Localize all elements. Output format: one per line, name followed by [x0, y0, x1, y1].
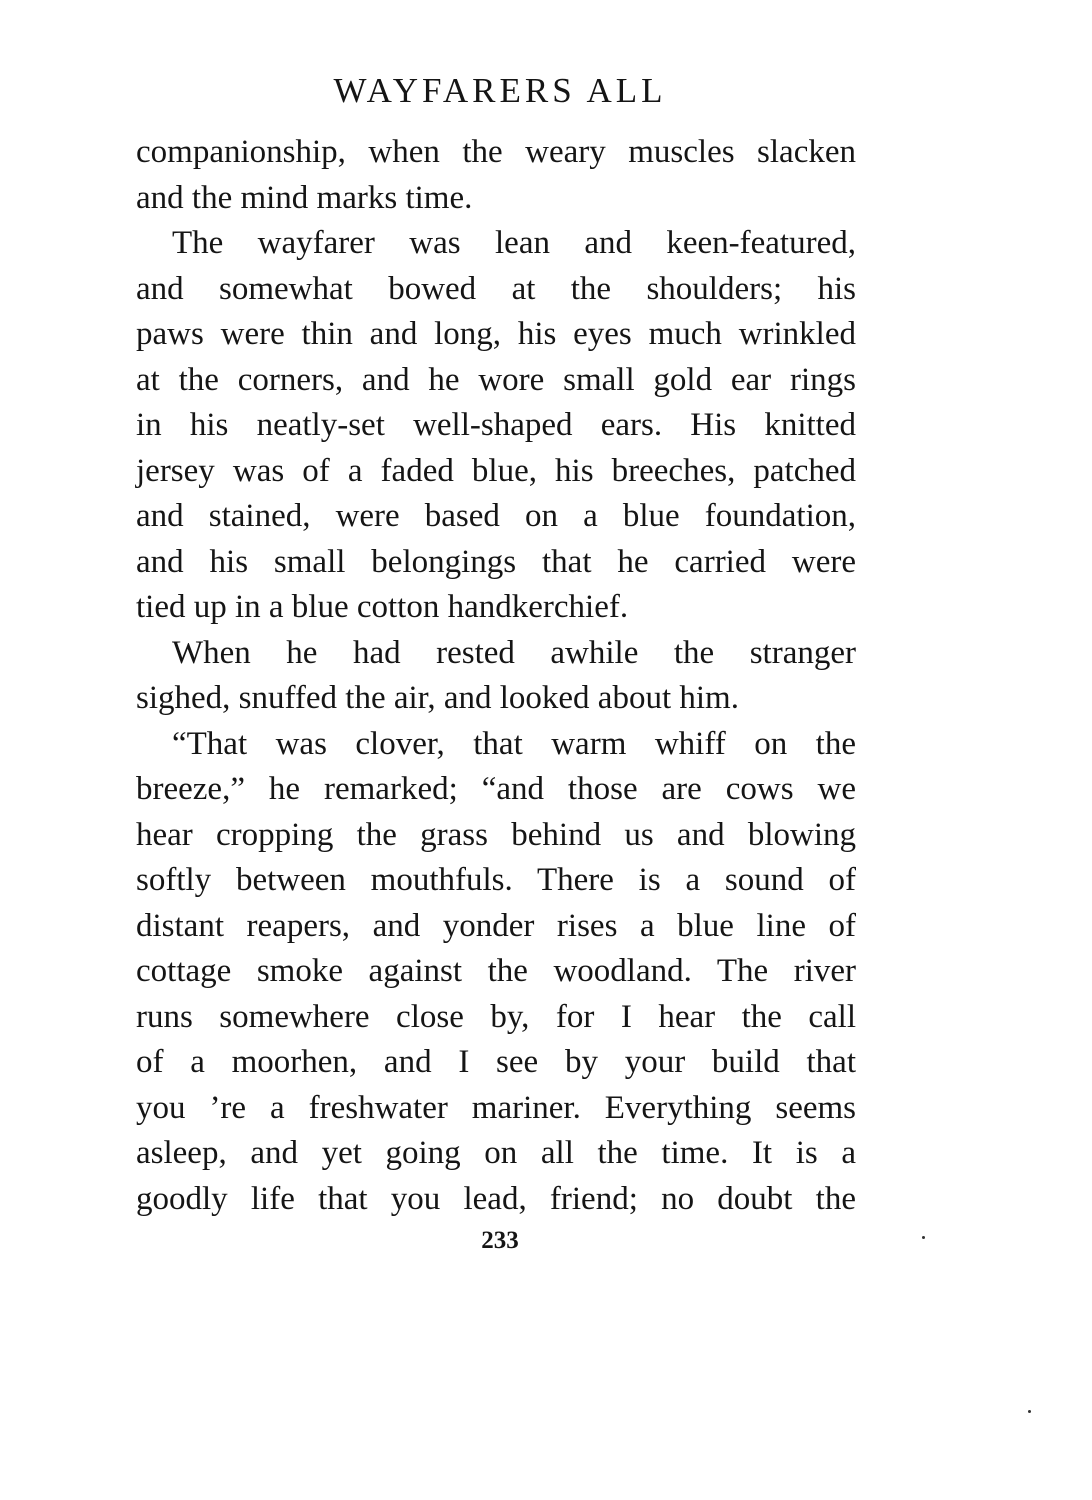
- text-line: jersey was of a faded blue, his breeches, patched: [136, 452, 856, 489]
- print-speck: [1028, 1410, 1031, 1413]
- text-line: tied up in a blue cotton handkerchief.: [136, 589, 629, 625]
- text-line: “That was clover, that warm whiff on the: [172, 725, 856, 762]
- text-line: and stained, were based on a blue foundation,: [136, 498, 856, 534]
- text-line: and his small belongings that he carried were: [136, 543, 856, 580]
- text-line: goodly life that you lead, friend; no doubt the: [136, 1180, 856, 1217]
- text-line: distant reapers, and yonder rises a blue line of: [136, 907, 856, 944]
- text-line: you ’re a freshwater mariner. Everything seems: [136, 1089, 856, 1126]
- text-line: breeze,” he remarked; “and those are cows we: [136, 771, 856, 807]
- text-line: runs somewhere close by, for I hear the call: [136, 998, 856, 1035]
- text-line: and somewhat bowed at the shoulders; his: [136, 270, 856, 307]
- body-text: [136, 130, 856, 1222]
- text-line: sighed, snuffed the air, and looked about him.: [136, 680, 739, 716]
- text-line: in his neatly-set well-shaped ears. His knitted: [136, 407, 856, 443]
- text-line: and the mind marks time.: [136, 179, 473, 216]
- text-line: companionship, when the weary muscles slacken: [136, 134, 856, 170]
- text-line: When he had rested awhile the stranger: [172, 634, 856, 671]
- text-line: softly between mouthfuls. There is a sound of: [136, 862, 856, 898]
- text-line: The wayfarer was lean and keen-featured,: [172, 225, 856, 261]
- text-line: of a moorhen, and I see by your build that: [136, 1044, 856, 1080]
- text-line: at the corners, and he wore small gold ear rings: [136, 361, 856, 398]
- page-number: 233: [481, 1227, 519, 1254]
- text-line: hear cropping the grass behind us and blowing: [136, 816, 856, 853]
- text-line: asleep, and yet going on all the time. It is a: [136, 1135, 856, 1171]
- text-line: paws were thin and long, his eyes much wrinkled: [136, 316, 856, 352]
- print-speck: [922, 1236, 925, 1239]
- running-head: WAYFARERS ALL: [333, 71, 667, 110]
- text-line: cottage smoke against the woodland. The river: [136, 953, 856, 989]
